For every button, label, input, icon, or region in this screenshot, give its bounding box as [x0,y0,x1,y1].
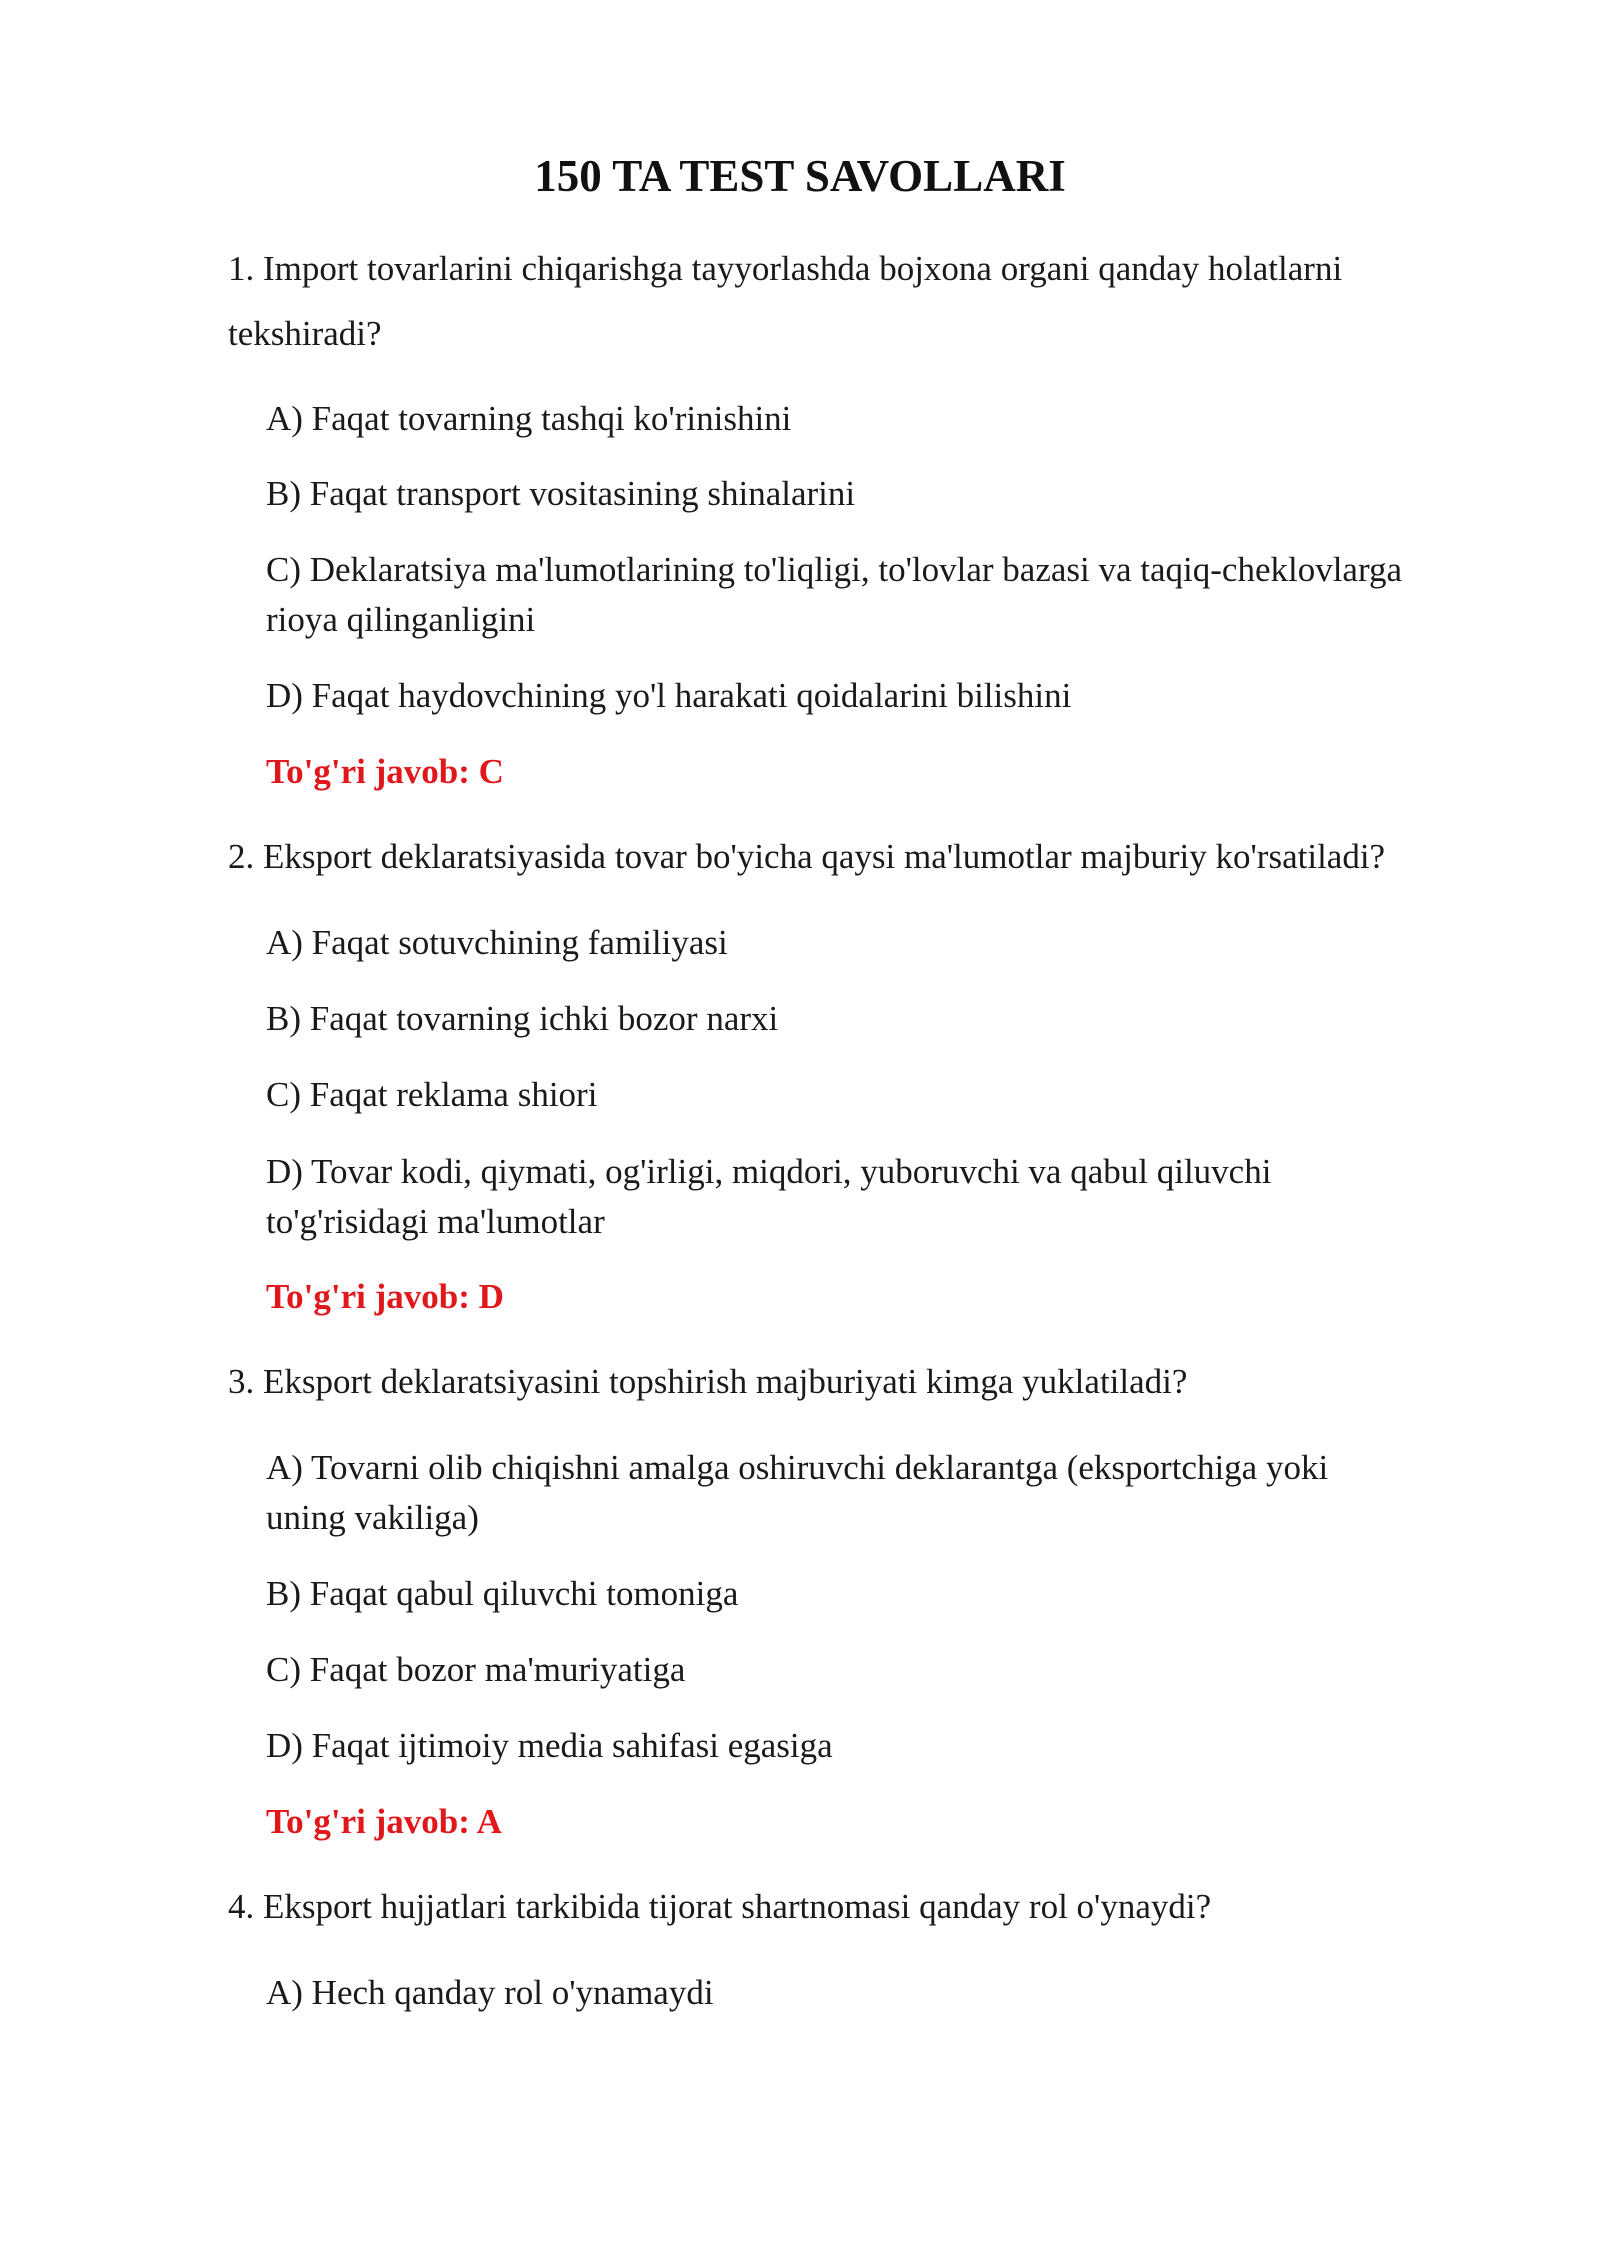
question-4-option-a: A) Hech qanday rol o'ynamaydi [266,1973,714,2012]
question-3-option-a: A) Tovarni olib chiqishni amalga oshiruvchi deklarantga (eksportchiga yoki uning vakiliga) [266,1448,1329,1537]
question-1-option-d: D) Faqat haydovchining yo'l harakati qoidalarini bilishini [266,676,1072,715]
question-4: 4. Eksport hujjatlari tarkibida tijorat shartnomasi qanday rol o'ynaydi? [228,1887,1212,1926]
question-2-option-c: C) Faqat reklama shiori [266,1075,598,1114]
question-3: 3. Eksport deklaratsiyasini topshirish majburiyati kimga yuklatiladi? [228,1362,1188,1401]
page-title: 150 TA TEST SAVOLLARI [534,151,1066,201]
question-3-option-c: C) Faqat bozor ma'muriyatiga [266,1650,686,1689]
question-3-option-d: D) Faqat ijtimoiy media sahifasi egasiga [266,1726,833,1765]
question-2-option-a: A) Faqat sotuvchining familiyasi [266,923,728,962]
question-2-option-d: D) Tovar kodi, qiymati, og'irligi, miqdori, yuboruvchi va qabul qiluvchi to'g'risidagi ma'lumotlar [266,1152,1272,1241]
question-2-option-b: B) Faqat tovarning ichki bozor narxi [266,999,779,1038]
question-1-answer: To'g'ri javob: C [266,752,504,791]
question-2: 2. Eksport deklaratsiyasida tovar bo'yicha qaysi ma'lumotlar majburiy ko'rsatiladi? [228,837,1386,876]
question-1-option-c: C) Deklaratsiya ma'lumotlarining to'liqligi, to'lovlar bazasi va taqiq-cheklovlarga rioya qilinganligini [266,550,1403,639]
question-3-answer: To'g'ri javob: A [266,1802,502,1841]
question-1-option-a: A) Faqat tovarning tashqi ko'rinishini [266,399,792,438]
question-2-answer: To'g'ri javob: D [266,1277,504,1316]
question-3-option-b: B) Faqat qabul qiluvchi tomoniga [266,1574,739,1613]
question-1-option-b: B) Faqat transport vositasining shinalarini [266,474,856,513]
question-1: 1. Import tovarlarini chiqarishga tayyorlashda bojxona organi qanday holatlarni tekshiradi? [228,249,1343,353]
